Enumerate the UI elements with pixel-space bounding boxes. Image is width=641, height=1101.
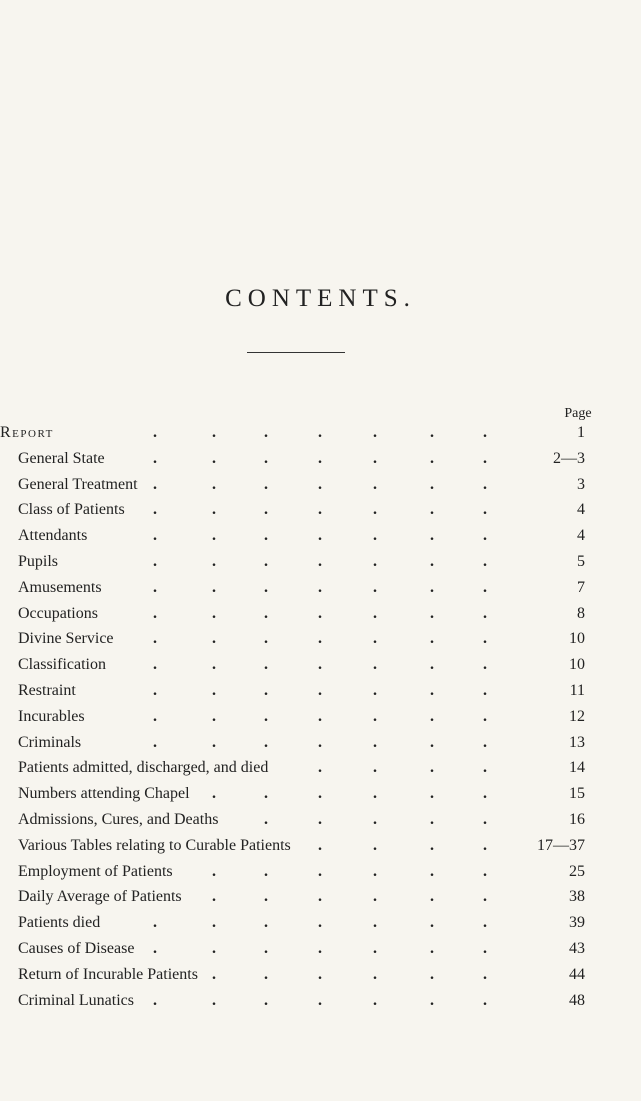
leader-dot: . — [153, 656, 157, 674]
leader-dot: . — [212, 475, 216, 493]
contents-entry — [0, 730, 641, 756]
leader-dot: . — [483, 707, 487, 725]
entry-page: 4 — [577, 501, 585, 519]
leader-dot: . — [318, 578, 322, 596]
entry-label: Incurables — [18, 707, 85, 725]
entry-page: 43 — [569, 939, 585, 957]
leader-dot: . — [153, 681, 157, 699]
leader-dot: . — [430, 733, 434, 751]
contents-entry — [0, 755, 641, 781]
entry-label: Admissions, Cures, and Deaths — [18, 810, 219, 828]
contents-entry — [0, 807, 641, 833]
entry-page: 39 — [569, 914, 585, 932]
contents-entry — [0, 652, 641, 678]
title-divider — [247, 352, 345, 353]
leader-dot: . — [483, 759, 487, 777]
contents-entry — [0, 497, 641, 523]
leader-dot: . — [212, 939, 216, 957]
leader-dot: . — [430, 759, 434, 777]
leader-dot: . — [153, 475, 157, 493]
leader-dot: . — [264, 630, 268, 648]
leader-dot: . — [430, 965, 434, 983]
leader-dot: . — [373, 656, 377, 674]
entry-page: 3 — [577, 475, 585, 493]
entry-page: 1 — [577, 424, 585, 441]
contents-entry — [0, 472, 641, 498]
leader-dot: . — [483, 991, 487, 1009]
leader-dot: . — [483, 939, 487, 957]
entry-page: 2—3 — [553, 449, 585, 467]
leader-dot: . — [430, 552, 434, 570]
leader-dot: . — [483, 965, 487, 983]
entry-label: General State — [18, 449, 105, 467]
entry-page: 5 — [577, 552, 585, 570]
leader-dot: . — [153, 578, 157, 596]
leader-dot: . — [264, 733, 268, 751]
leader-dot: . — [318, 836, 322, 854]
leader-dot: . — [430, 836, 434, 854]
contents-entry — [0, 704, 641, 730]
leader-dot: . — [318, 914, 322, 932]
leader-dot: . — [212, 501, 216, 519]
entry-page: 17—37 — [537, 836, 585, 854]
leader-dot: . — [153, 914, 157, 932]
leader-dot: . — [318, 681, 322, 699]
leader-dot: . — [373, 836, 377, 854]
entry-page: 12 — [569, 707, 585, 725]
leader-dot: . — [430, 424, 434, 441]
leader-dot: . — [153, 939, 157, 957]
leader-dot: . — [483, 604, 487, 622]
leader-dot: . — [373, 604, 377, 622]
leader-dot: . — [430, 862, 434, 880]
leader-dot: . — [212, 707, 216, 725]
contents-entry — [0, 626, 641, 652]
leader-dot: . — [212, 785, 216, 803]
leader-dot: . — [318, 991, 322, 1009]
leader-dot: . — [153, 424, 157, 441]
leader-dot: . — [430, 681, 434, 699]
entry-label: Criminals — [18, 733, 82, 751]
entry-page: 4 — [577, 527, 585, 545]
contents-entry — [0, 962, 641, 988]
leader-dot: . — [373, 707, 377, 725]
entry-page: 8 — [577, 604, 585, 622]
entry-label: Patients died — [18, 914, 101, 932]
leader-dot: . — [264, 707, 268, 725]
contents-entry — [0, 678, 641, 704]
entry-label: Amusements — [18, 578, 102, 596]
leader-dot: . — [212, 681, 216, 699]
leader-dot: . — [212, 991, 216, 1009]
page-column-heading: Page — [564, 406, 592, 421]
leader-dot: . — [483, 527, 487, 545]
leader-dot: . — [373, 449, 377, 467]
leader-dot: . — [212, 914, 216, 932]
leader-dot: . — [373, 578, 377, 596]
leader-dot: . — [264, 681, 268, 699]
leader-dot: . — [318, 939, 322, 957]
contents-entry — [0, 575, 641, 601]
leader-dot: . — [483, 914, 487, 932]
entry-label: General Treatment — [18, 475, 138, 493]
leader-dot: . — [264, 501, 268, 519]
leader-dot: . — [373, 759, 377, 777]
leader-dot: . — [318, 810, 322, 828]
leader-dot: . — [153, 733, 157, 751]
entry-label: Causes of Disease — [18, 939, 135, 957]
leader-dot: . — [318, 759, 322, 777]
leader-dot: . — [318, 965, 322, 983]
leader-dot: . — [318, 552, 322, 570]
contents-list — [0, 420, 641, 1013]
leader-dot: . — [264, 965, 268, 983]
leader-dot: . — [318, 656, 322, 674]
entry-page: 13 — [569, 733, 585, 751]
entry-label: Classification — [18, 656, 106, 674]
leader-dot: . — [264, 785, 268, 803]
leader-dot: . — [373, 733, 377, 751]
leader-dot: . — [212, 630, 216, 648]
leader-dot: . — [483, 681, 487, 699]
leader-dot: . — [373, 630, 377, 648]
leader-dot: . — [153, 991, 157, 1009]
leader-dot: . — [373, 501, 377, 519]
contents-entry — [0, 988, 641, 1014]
leader-dot: . — [373, 888, 377, 906]
leader-dot: . — [373, 914, 377, 932]
leader-dot: . — [430, 578, 434, 596]
leader-dot: . — [212, 578, 216, 596]
leader-dot: . — [264, 604, 268, 622]
leader-dot: . — [153, 527, 157, 545]
entry-label: Divine Service — [18, 630, 114, 648]
entry-label: Attendants — [18, 527, 88, 545]
entry-label: Employment of Patients — [18, 862, 173, 880]
leader-dot: . — [430, 475, 434, 493]
leader-dot: . — [318, 475, 322, 493]
leader-dot: . — [264, 475, 268, 493]
contents-entry — [0, 884, 641, 910]
leader-dot: . — [483, 810, 487, 828]
leader-dot: . — [153, 707, 157, 725]
leader-dot: . — [430, 810, 434, 828]
leader-dot: . — [373, 939, 377, 957]
leader-dot: . — [212, 552, 216, 570]
leader-dot: . — [430, 527, 434, 545]
leader-dot: . — [212, 449, 216, 467]
entry-page: 48 — [569, 991, 585, 1009]
leader-dot: . — [483, 733, 487, 751]
leader-dot: . — [212, 733, 216, 751]
entry-label: Return of Incurable Patients — [18, 965, 198, 983]
leader-dot: . — [318, 862, 322, 880]
leader-dot: . — [212, 424, 216, 441]
leader-dot: . — [318, 733, 322, 751]
contents-entry — [0, 833, 641, 859]
leader-dot: . — [483, 888, 487, 906]
entry-label: Pupils — [18, 552, 59, 570]
contents-entry — [0, 549, 641, 575]
leader-dot: . — [430, 914, 434, 932]
leader-dot: . — [318, 785, 322, 803]
leader-dot: . — [373, 475, 377, 493]
leader-dot: . — [212, 862, 216, 880]
leader-dot: . — [264, 656, 268, 674]
leader-dot: . — [318, 527, 322, 545]
page-title: CONTENTS. — [225, 285, 416, 312]
leader-dot: . — [373, 552, 377, 570]
leader-dot: . — [264, 810, 268, 828]
entry-page: 7 — [577, 578, 585, 596]
leader-dot: . — [212, 604, 216, 622]
leader-dot: . — [483, 785, 487, 803]
leader-dot: . — [483, 630, 487, 648]
leader-dot: . — [483, 475, 487, 493]
entry-label: Daily Average of Patients — [18, 888, 182, 906]
leader-dot: . — [264, 527, 268, 545]
leader-dot: . — [212, 965, 216, 983]
entry-page: 10 — [569, 656, 585, 674]
leader-dot: . — [430, 707, 434, 725]
contents-entry — [0, 523, 641, 549]
leader-dot: . — [430, 630, 434, 648]
contents-entry — [0, 446, 641, 472]
leader-dot: . — [264, 939, 268, 957]
leader-dot: . — [318, 449, 322, 467]
leader-dot: . — [430, 604, 434, 622]
leader-dot: . — [264, 424, 268, 441]
leader-dot: . — [430, 991, 434, 1009]
leader-dot: . — [430, 449, 434, 467]
entry-page: 14 — [569, 759, 585, 777]
leader-dot: . — [483, 424, 487, 441]
leader-dot: . — [430, 888, 434, 906]
entry-page: 44 — [569, 965, 585, 983]
leader-dot: . — [430, 785, 434, 803]
leader-dot: . — [153, 552, 157, 570]
leader-dot: . — [318, 888, 322, 906]
entry-label: Occupations — [18, 604, 98, 622]
leader-dot: . — [153, 501, 157, 519]
leader-dot: . — [212, 527, 216, 545]
leader-dot: . — [318, 630, 322, 648]
leader-dot: . — [264, 449, 268, 467]
leader-dot: . — [373, 965, 377, 983]
entry-page: 15 — [569, 785, 585, 803]
leader-dot: . — [373, 424, 377, 441]
contents-entry — [0, 936, 641, 962]
leader-dot: . — [483, 552, 487, 570]
leader-dot: . — [264, 862, 268, 880]
leader-dot: . — [430, 501, 434, 519]
leader-dot: . — [212, 888, 216, 906]
leader-dot: . — [483, 449, 487, 467]
entry-label: Report — [0, 424, 54, 441]
leader-dot: . — [483, 656, 487, 674]
contents-entry — [0, 910, 641, 936]
leader-dot: . — [483, 862, 487, 880]
leader-dot: . — [318, 424, 322, 441]
entry-page: 16 — [569, 810, 585, 828]
contents-entry — [0, 781, 641, 807]
leader-dot: . — [264, 578, 268, 596]
leader-dot: . — [373, 991, 377, 1009]
leader-dot: . — [264, 991, 268, 1009]
leader-dot: . — [318, 604, 322, 622]
leader-dot: . — [430, 656, 434, 674]
entry-page: 38 — [569, 888, 585, 906]
leader-dot: . — [318, 501, 322, 519]
entry-label: Criminal Lunatics — [18, 991, 134, 1009]
leader-dot: . — [483, 578, 487, 596]
leader-dot: . — [373, 681, 377, 699]
leader-dot: . — [153, 630, 157, 648]
entry-label: Restraint — [18, 681, 76, 699]
leader-dot: . — [373, 810, 377, 828]
entry-page: 10 — [569, 630, 585, 648]
entry-page: 11 — [569, 681, 585, 699]
entry-label: Numbers attending Chapel — [18, 785, 190, 803]
leader-dot: . — [373, 862, 377, 880]
leader-dot: . — [483, 501, 487, 519]
leader-dot: . — [318, 707, 322, 725]
contents-entry — [0, 859, 641, 885]
leader-dot: . — [430, 939, 434, 957]
leader-dot: . — [264, 914, 268, 932]
entry-label: Various Tables relating to Curable Patients — [18, 836, 291, 854]
leader-dot: . — [264, 552, 268, 570]
contents-entry — [0, 601, 641, 627]
leader-dot: . — [373, 527, 377, 545]
leader-dot: . — [212, 656, 216, 674]
leader-dot: . — [483, 836, 487, 854]
entry-label: Class of Patients — [18, 501, 125, 519]
leader-dot: . — [153, 449, 157, 467]
leader-dot: . — [153, 604, 157, 622]
entry-page: 25 — [569, 862, 585, 880]
entry-label: Patients admitted, discharged, and died — [18, 759, 269, 777]
leader-dot: . — [264, 888, 268, 906]
leader-dot: . — [373, 785, 377, 803]
contents-entry — [0, 420, 641, 446]
